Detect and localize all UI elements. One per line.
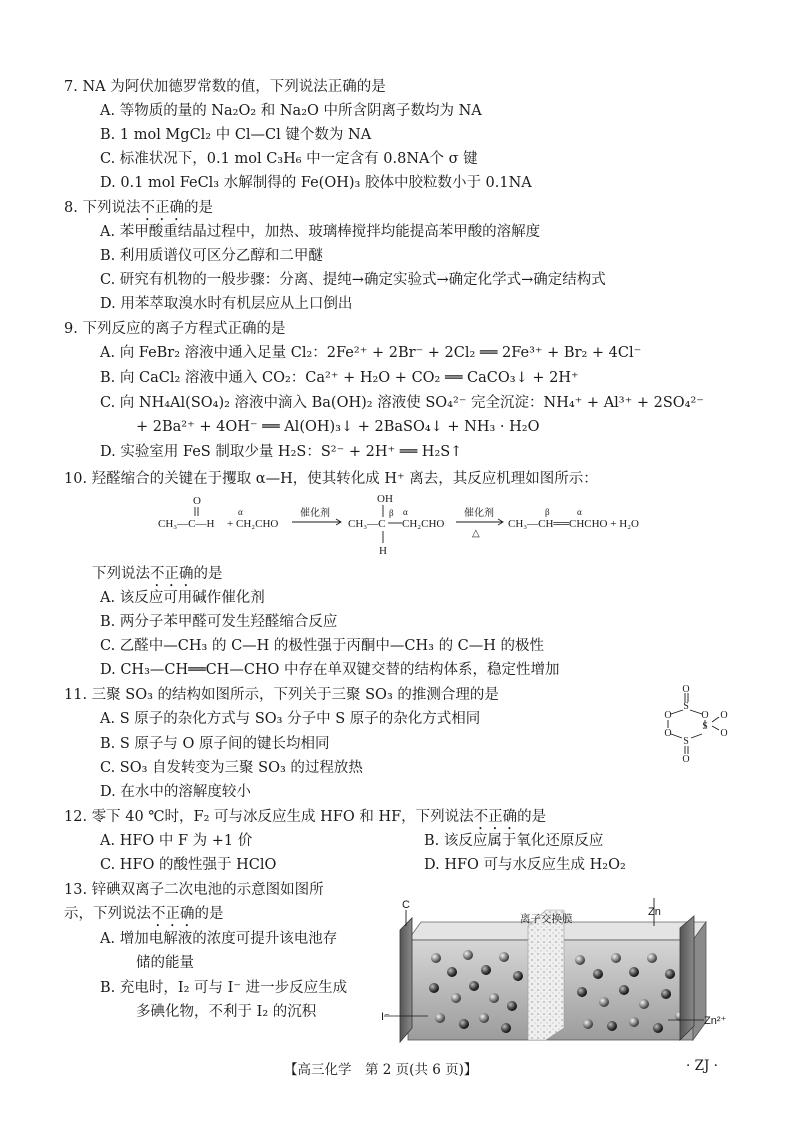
trimer-so3-structure bbox=[655, 684, 735, 764]
q13-option-b-cont: 多碘化物，不利于 I₂ 的沉积 bbox=[136, 1004, 317, 1020]
q12-option-b: B. 该反应属于氧化还原反应 bbox=[424, 833, 604, 849]
q12-stem-post: 的是 bbox=[517, 809, 547, 825]
q10-substem-pre: 下列说法 bbox=[92, 566, 150, 582]
scheme-h: H bbox=[379, 545, 387, 557]
q8-option-c: C. 研究有机物的一般步骤：分离、提纯→确定实验式→确定化学式→确定结构式 bbox=[100, 272, 606, 288]
trimer-s-right: S bbox=[702, 721, 708, 732]
zinc-iodine-battery-diagram bbox=[368, 880, 738, 1045]
q10-substem-post: 的是 bbox=[193, 566, 223, 582]
q13-option-b: B. 充电时，I₂ 可与 I⁻ 进一步反应生成 bbox=[100, 980, 348, 996]
q8-option-a: A. 苯甲酸重结晶过程中，加热、玻璃棒搅拌均能提高苯甲酸的溶解度 bbox=[100, 224, 541, 240]
scheme-reactant1: CH₃—C—H bbox=[158, 518, 215, 530]
scheme-intermediate-left: CH₃—C bbox=[348, 518, 386, 530]
q11-stem: 11. 三聚 SO₃ 的结构如图所示，下列关于三聚 SO₃ 的推测合理的是 bbox=[64, 687, 499, 703]
q12-option-a: A. HFO 中 F 为 +1 价 bbox=[100, 833, 253, 849]
ion-exchange-membrane bbox=[528, 910, 564, 1040]
carbon-electrode bbox=[400, 918, 412, 1042]
scheme-catalyst-1: 催化剂 bbox=[300, 508, 330, 519]
trimer-s-top: S bbox=[683, 701, 689, 712]
trimer-o-ring-1: O bbox=[664, 710, 672, 721]
scheme-beta-1: β bbox=[389, 508, 394, 518]
scheme-alpha-1: α bbox=[238, 507, 243, 517]
q13-stem-post: 的是 bbox=[194, 906, 224, 922]
q7-stem: 7. NA 为阿伏加德罗常数的值，下列说法正确的是 bbox=[64, 79, 386, 95]
zinc-ion-label: Zn²⁺ bbox=[704, 1015, 727, 1027]
scheme-reactant2: CH₂CHO bbox=[236, 518, 279, 530]
trimer-o-right-1: O bbox=[720, 710, 728, 721]
scheme-carbonyl-o: O bbox=[193, 495, 201, 507]
q8-stem bbox=[64, 197, 213, 224]
q8-option-b: B. 利用质谱仪可区分乙醇和二甲醚 bbox=[100, 248, 323, 264]
q7-option-b: B. 1 mol MgCl₂ 中 Cl—Cl 键个数为 NA bbox=[100, 127, 372, 143]
q10-option-b: B. 两分子苯甲醛可发生羟醛缩合反应 bbox=[100, 614, 338, 630]
q11-option-d: D. 在水中的溶解度较小 bbox=[100, 784, 251, 800]
q9-stem: 9. 下列反应的离子方程式正确的是 bbox=[64, 321, 286, 337]
q12-stem bbox=[64, 806, 546, 833]
q13-stem-line1: 13. 锌碘双离子二次电池的示意图如图所 bbox=[64, 882, 324, 898]
q11-option-c: C. SO₃ 自发转变为三聚 SO₃ 的过程放热 bbox=[100, 760, 363, 776]
trimer-o-bottom: O bbox=[682, 754, 690, 764]
zinc-label: Zn bbox=[648, 906, 661, 918]
q12-option-d: D. HFO 可与水反应生成 H₂O₂ bbox=[424, 857, 626, 873]
q12-stem-emphasis: 不正确 bbox=[473, 809, 518, 825]
q10-option-c: C. 乙醛中—CH₃ 的 C—H 的极性强于丙酮中—CH₃ 的 C—H 的极性 bbox=[100, 638, 545, 654]
trimer-o-ring-2: O bbox=[701, 710, 709, 721]
scheme-intermediate-right: CH₂CHO bbox=[402, 518, 445, 530]
scheme-beta-2: β bbox=[545, 507, 550, 517]
scheme-oh: OH bbox=[377, 493, 393, 505]
q8-stem-emphasis: 不正确 bbox=[140, 200, 184, 216]
footer-mark: · ZJ · bbox=[686, 1058, 718, 1074]
q9-option-b: B. 向 CaCl₂ 溶液中通入 CO₂：Ca²⁺ + H₂O + CO₂ ══ CaCO₃↓ + 2H⁺ bbox=[100, 370, 579, 386]
q8-stem-pre: 8. 下列说法 bbox=[64, 200, 141, 216]
q8-stem-post: 的是 bbox=[183, 200, 213, 216]
q9-option-d: D. 实验室用 FeS 制取少量 H₂S：S²⁻ + 2H⁺ ══ H₂S↑ bbox=[100, 444, 463, 460]
q10-option-a: A. 该反应可用碱作催化剂 bbox=[100, 590, 265, 606]
carbon-label: C bbox=[402, 899, 410, 911]
q7-option-c: C. 标准状况下，0.1 mol C₃H₆ 中一定含有 0.8NA个 σ 键 bbox=[100, 151, 478, 167]
zinc-electrode bbox=[680, 916, 694, 1040]
q7-option-d: D. 0.1 mol FeCl₃ 水解制得的 Fe(OH)₃ 胶体中胶粒数小于 0.1NA bbox=[100, 175, 532, 191]
q13-stem-line2 bbox=[64, 903, 224, 930]
q13-stem-pre: 示，下列说法 bbox=[64, 906, 151, 922]
q10-substem bbox=[92, 563, 223, 590]
q13-option-a-cont: 储的能量 bbox=[136, 955, 194, 971]
q9-option-c-cont: + 2Ba²⁺ + 4OH⁻ ══ Al(OH)₃↓ + 2BaSO₄↓ + NH₃ · H₂O bbox=[136, 419, 540, 435]
scheme-catalyst-2: 催化剂 bbox=[464, 508, 494, 519]
q12-option-c: C. HFO 的酸性强于 HClO bbox=[100, 857, 277, 873]
membrane-label: 离子交换膜 bbox=[520, 913, 573, 925]
q9-option-a: A. 向 FeBr₂ 溶液中通入足量 Cl₂：2Fe²⁺ + 2Br⁻ + 2Cl₂ ══ 2Fe³⁺ + Br₂ + 4Cl⁻ bbox=[100, 345, 642, 361]
q10-substem-emphasis: 不正确 bbox=[150, 566, 194, 582]
trimer-o-ring-3: O bbox=[664, 728, 672, 739]
aldol-mechanism-scheme bbox=[150, 492, 690, 558]
scheme-product: CH₃—CH══CHCHO + H₂O bbox=[508, 518, 639, 530]
iodide-label: I⁻ bbox=[381, 1011, 390, 1023]
trimer-bonds bbox=[668, 693, 719, 754]
trimer-s-bottom: S bbox=[683, 736, 689, 747]
q10-stem: 10. 羟醛缩合的关键在于攫取 α—H，使其转化成 H⁺ 离去，其反应机理如图所示： bbox=[64, 471, 598, 487]
q8-option-d: D. 用苯萃取溴水时有机层应从上口倒出 bbox=[100, 296, 353, 312]
scheme-plus: + bbox=[227, 518, 234, 530]
scheme-heat: △ bbox=[472, 528, 480, 539]
q13-option-a: A. 增加电解液的浓度可提升该电池存 bbox=[100, 931, 338, 947]
scheme-alpha-2: α bbox=[403, 507, 408, 517]
trimer-o-right-2: O bbox=[720, 728, 728, 739]
page-footer: 【高三化学 第 2 页(共 6 页)】 bbox=[284, 1062, 478, 1078]
q13-stem-emphasis: 不正确 bbox=[151, 906, 195, 922]
q10-option-d: D. CH₃—CH══CH—CHO 中存在单双键交替的结构体系，稳定性增加 bbox=[100, 662, 560, 678]
trimer-o-top: O bbox=[682, 684, 690, 695]
q12-stem-pre: 12. 零下 40 ℃时，F₂ 可与冰反应生成 HFO 和 HF，下列说法 bbox=[64, 809, 474, 825]
q7-option-a: A. 等物质的量的 Na₂O₂ 和 Na₂O 中所含阴离子数均为 NA bbox=[100, 103, 482, 119]
q11-option-a: A. S 原子的杂化方式与 SO₃ 分子中 S 原子的杂化方式相同 bbox=[100, 711, 481, 727]
q11-option-b: B. S 原子与 O 原子间的键长均相同 bbox=[100, 736, 330, 752]
scheme-alpha-3: α bbox=[577, 507, 582, 517]
q9-option-c: C. 向 NH₄Al(SO₄)₂ 溶液中滴入 Ba(OH)₂ 溶液使 SO₄²⁻ 完全沉淀：NH₄⁺ + Al³⁺ + 2SO₄²⁻ bbox=[100, 395, 704, 411]
